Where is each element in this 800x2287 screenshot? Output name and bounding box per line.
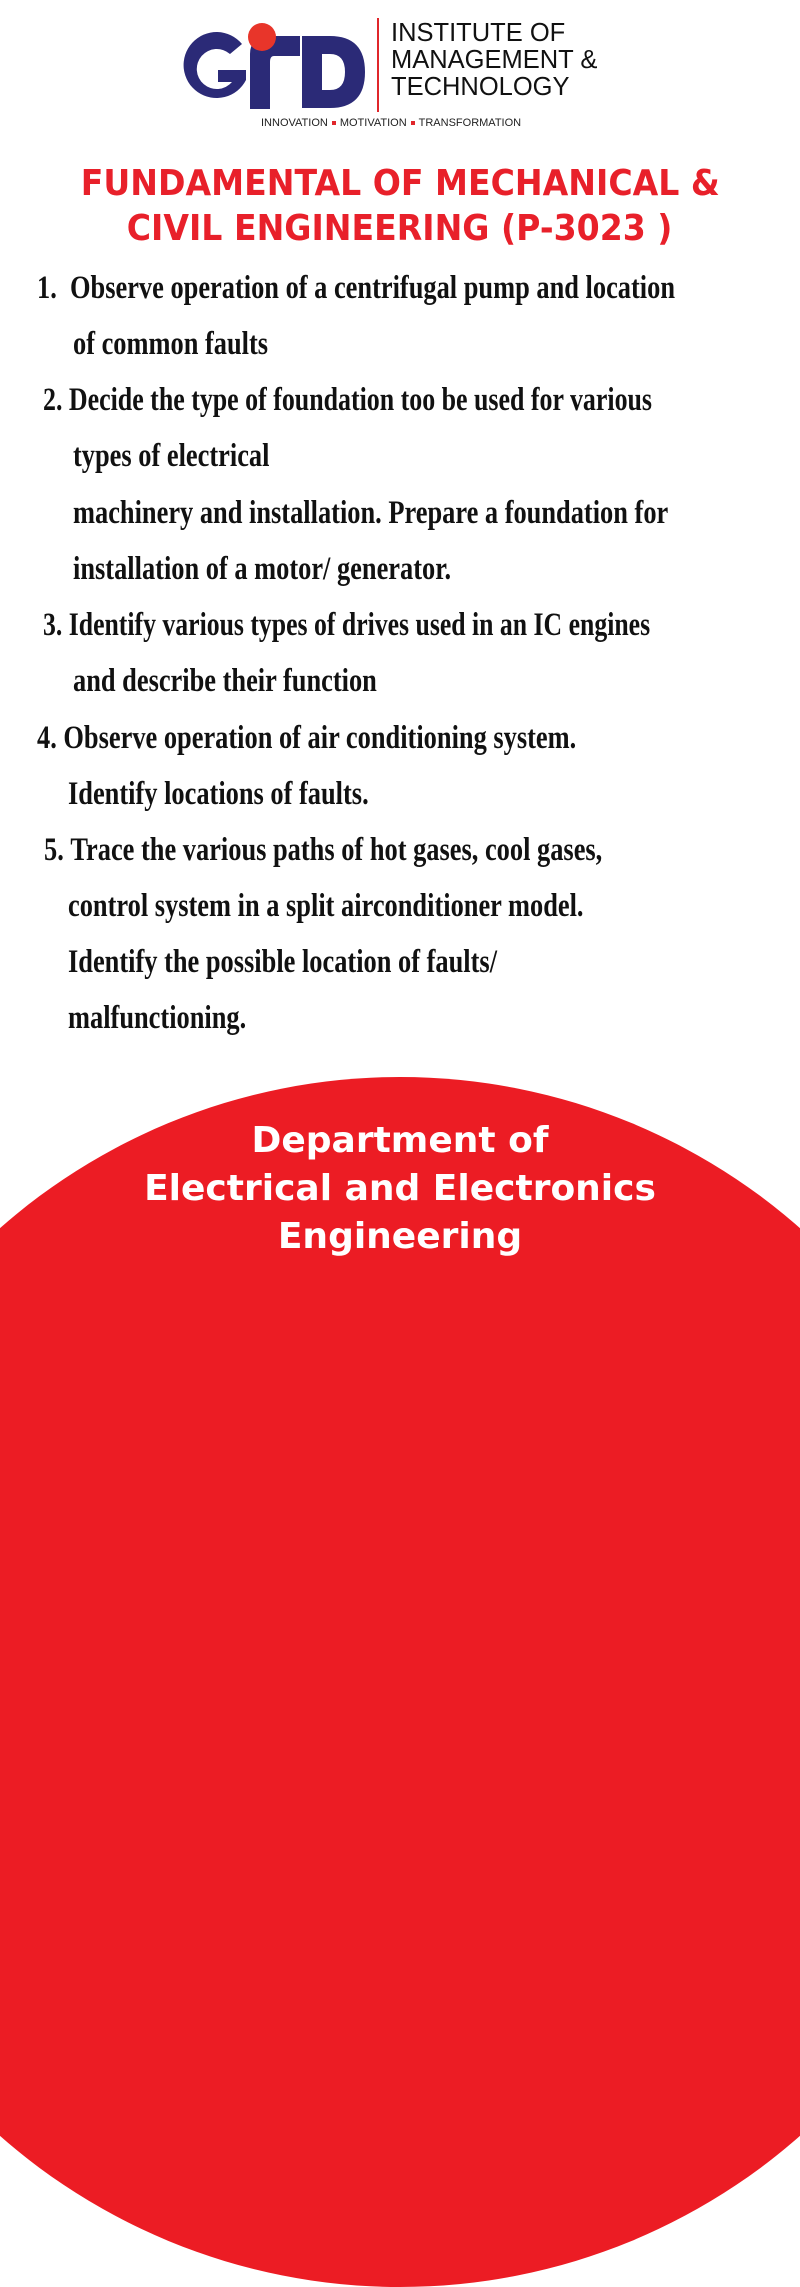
item-text: Identify the possible location of faults/ [68,944,498,980]
item-text: of common faults [73,326,269,362]
department-line-2: Electrical and Electronics [144,1168,656,1209]
item-number: 4. [37,720,57,756]
institute-name-line-2: MANAGEMENT & [391,46,598,74]
list-item-continuation [68,776,369,813]
grd-logo-icon [180,14,375,114]
list-item-continuation [68,944,497,981]
item-text: Observe operation of air conditioning system. [63,720,577,756]
tagline-word: TRANSFORMATION [418,117,522,129]
bullet-icon [332,121,336,125]
list-item [37,270,675,307]
item-text: machinery and installation. Prepare a foundation for [73,495,669,531]
list-item-continuation [68,1000,246,1037]
list-item-continuation [73,326,268,363]
list-item-continuation [73,663,377,700]
list-item [37,720,576,757]
item-text: Identify various types of drives used in an IC engines [68,607,651,643]
list-item [43,382,652,419]
item-text: Identify locations of faults. [68,776,369,812]
institute-name-line-1: INSTITUTE OF [391,19,566,47]
list-item-continuation [73,551,451,588]
department-line-1: Department of [251,1120,549,1161]
item-text: malfunctioning. [68,1000,247,1036]
list-item-continuation [73,495,668,532]
list-item [44,832,602,869]
institute-name-line-3: TECHNOLOGY [391,73,570,101]
tagline-word: INNOVATION [261,117,328,129]
tagline-word: MOTIVATION [339,117,407,129]
item-number: 3. [43,607,63,643]
department-line-3: Engineering [277,1216,523,1257]
item-text: and describe their function [73,663,377,699]
item-number: 5. [44,832,64,868]
tagline [261,117,521,129]
list-item-continuation [68,888,584,925]
page-title-line-2 [0,207,800,251]
bullet-icon [411,121,415,125]
item-text: Trace the various paths of hot gases, cool gases, [70,832,603,868]
list-item [43,607,650,644]
item-number: 2. [43,382,63,418]
item-number: 1. [37,270,57,306]
logo-divider [377,18,379,112]
institute-name [391,20,597,101]
item-text: Observe operation of a centrifugal pump and location [70,270,675,306]
item-text: types of electrical [73,438,270,474]
item-text: installation of a motor/ generator. [73,551,452,587]
page-title-line-1 [0,162,800,206]
list-item-continuation [73,438,269,475]
institute-logo [180,14,630,134]
page-title-text: FUNDAMENTAL OF MECHANICAL & [80,163,720,204]
page-title-text: CIVIL ENGINEERING (P-3023 ) [127,208,673,249]
item-text: control system in a split airconditioner model. [68,888,584,924]
item-text: Decide the type of foundation too be used for various [68,382,653,418]
